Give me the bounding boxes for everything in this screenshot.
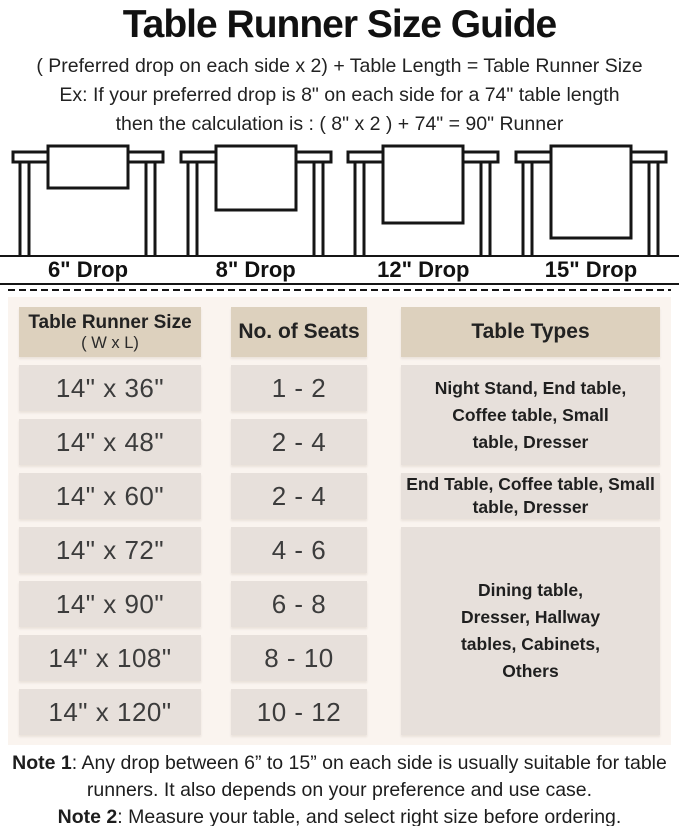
note-1-text: : Any drop between 6” to 15” on each side is usually suitable for table runners. It also depends on your preference and use case.	[71, 752, 667, 801]
seats-cell-row5: 6 - 8	[231, 581, 367, 627]
size-cell-row2: 14" x 48"	[19, 419, 201, 465]
seats-cell-row6: 8 - 10	[231, 635, 367, 681]
table-with-runner-icon	[508, 143, 674, 257]
drop-label-6in: 6" Drop	[47, 257, 129, 282]
page-title: Table Runner Size Guide	[122, 3, 557, 46]
column-header-seats: No. of Seats	[231, 307, 367, 357]
table-types-cell-medium: End Table, Coffee table, Small table, Dresser	[401, 473, 660, 519]
runner-rect	[551, 146, 631, 238]
size-guide-table	[8, 297, 671, 745]
runner-rect	[383, 146, 463, 223]
example-line-2: then the calculation is : ( 8" x 2 ) + 74" = 90" Runner	[115, 113, 564, 135]
example-line-1: Ex: If your preferred drop is 8" on each side for a 74" table length	[59, 84, 620, 106]
note-2-label: Note 2	[57, 806, 118, 826]
size-cell-row6: 14" x 108"	[19, 635, 201, 681]
note-1	[9, 750, 670, 804]
seats-cell-row7: 10 - 12	[231, 689, 367, 735]
seats-cell-row2: 2 - 4	[231, 419, 367, 465]
table-with-runner-icon	[340, 143, 506, 257]
column-header-size	[19, 307, 201, 357]
seats-cell-row1: 1 - 2	[231, 365, 367, 411]
note-2	[9, 804, 670, 826]
column-header-types: Table Types	[401, 307, 660, 357]
column-header-size-subtitle: ( W x L)	[81, 333, 139, 352]
column-header-size-title: Table Runner Size	[28, 311, 192, 333]
notes-section	[0, 750, 679, 826]
table-runner-diagram-6in	[5, 143, 171, 257]
drop-label-12in: 12" Drop	[377, 257, 470, 282]
table-runner-diagram-12in	[340, 143, 506, 257]
formula-line: ( Preferred drop on each side x 2) + Table Length = Table Runner Size	[36, 55, 643, 77]
size-cell-row3: 14" x 60"	[19, 473, 201, 519]
drop-label-8in: 8" Drop	[215, 257, 296, 282]
runner-rect	[216, 146, 296, 210]
size-cell-row1: 14" x 36"	[19, 365, 201, 411]
table-with-runner-icon	[5, 143, 171, 257]
table-runner-diagram-8in	[173, 143, 339, 257]
seats-cell-row4: 4 - 6	[231, 527, 367, 573]
drop-label-15in: 15" Drop	[544, 257, 638, 282]
seats-cell-row3: 2 - 4	[231, 473, 367, 519]
note-2-text: : Measure your table, and select right size before ordering.	[117, 806, 622, 826]
table-types-cell-large: Dining table, Dresser, Hallway tables, Cabinets, Others	[401, 527, 660, 735]
table-with-runner-icon	[173, 143, 339, 257]
size-cell-row5: 14" x 90"	[19, 581, 201, 627]
size-cell-row4: 14" x 72"	[19, 527, 201, 573]
table-runner-diagram-15in	[508, 143, 674, 257]
drop-diagrams	[0, 143, 679, 257]
size-cell-row7: 14" x 120"	[19, 689, 201, 735]
note-1-label: Note 1	[12, 752, 72, 774]
table-types-cell-small: Night Stand, End table, Coffee table, Small table, Dresser	[401, 365, 660, 465]
dashed-divider	[8, 289, 671, 291]
runner-rect	[48, 146, 128, 188]
drop-labels-row	[0, 257, 679, 285]
